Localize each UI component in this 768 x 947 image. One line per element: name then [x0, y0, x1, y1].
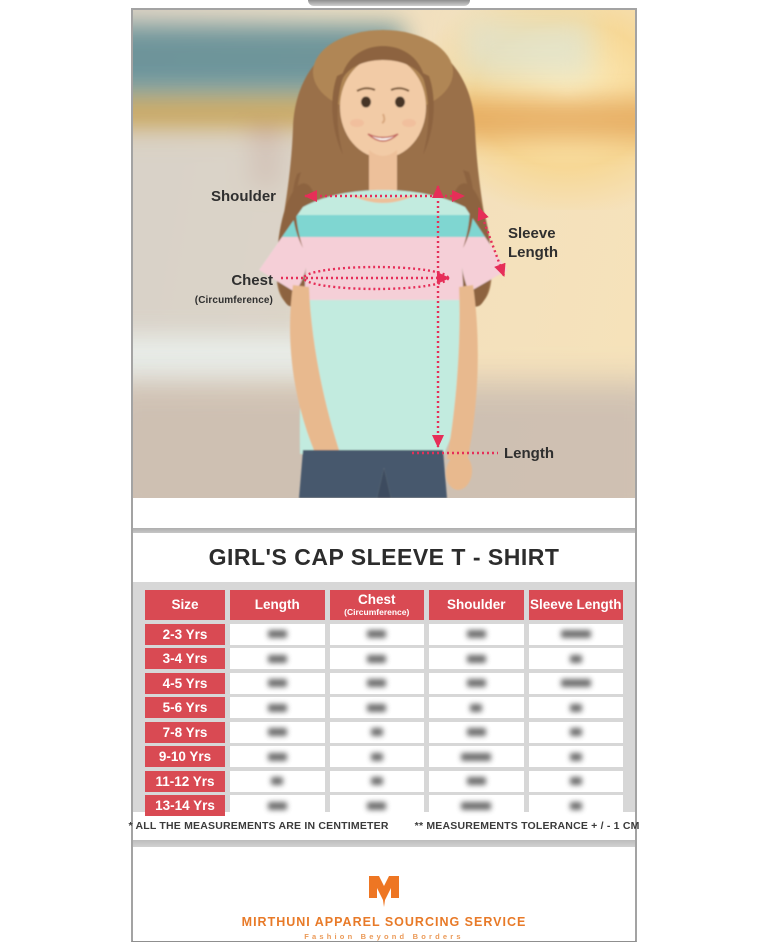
- column-header-shoulder: Shoulder: [429, 590, 524, 620]
- blurred-value: [570, 655, 582, 663]
- top-notch-bar: [308, 0, 470, 6]
- measurement-cell-blurred: [529, 722, 624, 743]
- size-cell: 11-12 Yrs: [145, 771, 225, 792]
- size-cell: 9-10 Yrs: [145, 746, 225, 767]
- measurement-cell-blurred: [429, 795, 524, 816]
- blurred-value: [570, 728, 582, 736]
- measurement-cell-blurred: [230, 795, 325, 816]
- size-cell: 2-3 Yrs: [145, 624, 225, 645]
- blurred-value: [467, 679, 486, 687]
- blurred-value: [268, 679, 287, 687]
- measurement-cell-blurred: [429, 746, 524, 767]
- blurred-value: [467, 630, 486, 638]
- measurement-cell-blurred: [429, 722, 524, 743]
- measurement-cell-blurred: [330, 648, 425, 669]
- blurred-value: [268, 802, 287, 810]
- measurement-cell-blurred: [529, 648, 624, 669]
- measurement-annotations: [133, 10, 635, 498]
- chest-label: [173, 271, 273, 310]
- measurement-cell-blurred: [330, 697, 425, 718]
- measurement-cell-blurred: [230, 648, 325, 669]
- brand-name: MIRTHUNI APPAREL SOURCING SERVICE: [241, 915, 527, 929]
- divider-bottom: [133, 840, 635, 847]
- measurement-cell-blurred: [330, 746, 425, 767]
- blurred-value: [371, 753, 383, 761]
- spacer: [133, 498, 635, 528]
- measurement-cell-blurred: [330, 624, 425, 645]
- chest-label-main: Chest: [231, 272, 273, 289]
- sleeve-measure-line: [479, 208, 504, 276]
- blurred-value: [271, 777, 283, 785]
- measurement-cell-blurred: [429, 648, 524, 669]
- size-cell: 13-14 Yrs: [145, 795, 225, 816]
- blurred-value: [467, 728, 486, 736]
- blurred-value: [570, 704, 582, 712]
- measurement-cell-blurred: [529, 771, 624, 792]
- chest-label-sub: (Circumference): [194, 295, 273, 306]
- measurement-cell-blurred: [230, 624, 325, 645]
- m-monogram-icon: [369, 876, 399, 908]
- measurement-cell-blurred: [529, 624, 624, 645]
- measurement-cell-blurred: [230, 697, 325, 718]
- size-cell: 3-4 Yrs: [145, 648, 225, 669]
- measurement-cell-blurred: [230, 771, 325, 792]
- brand-section: [133, 847, 635, 941]
- measurement-cell-blurred: [529, 697, 624, 718]
- size-table: [145, 590, 623, 816]
- column-header-length: Length: [230, 590, 325, 620]
- blurred-value: [461, 802, 491, 810]
- blurred-value: [470, 704, 482, 712]
- column-header-size: Size: [145, 590, 225, 620]
- column-header-sleeve-length: Sleeve Length: [529, 590, 624, 620]
- size-cell: 5-6 Yrs: [145, 697, 225, 718]
- blurred-value: [467, 777, 486, 785]
- blurred-value: [268, 728, 287, 736]
- footnotes: [128, 812, 640, 840]
- model-photo: [133, 10, 635, 498]
- blurred-value: [268, 655, 287, 663]
- blurred-value: [367, 630, 386, 638]
- blurred-value: [561, 630, 591, 638]
- title-band: [133, 533, 635, 582]
- measurement-cell-blurred: [429, 697, 524, 718]
- blurred-value: [570, 777, 582, 785]
- measurement-cell-blurred: [529, 673, 624, 694]
- blurred-value: [461, 753, 491, 761]
- sleeve-length-label: [508, 224, 558, 262]
- blurred-value: [467, 655, 486, 663]
- brand-tagline: Fashion Beyond Borders: [304, 932, 464, 941]
- measurement-cell-blurred: [529, 795, 624, 816]
- blurred-value: [268, 630, 287, 638]
- size-cell: 7-8 Yrs: [145, 722, 225, 743]
- length-label: Length: [504, 445, 554, 462]
- measurements-note: * ALL THE MEASUREMENTS ARE IN CENTIMETER: [128, 820, 389, 832]
- measurement-cell-blurred: [330, 673, 425, 694]
- size-cell: 4-5 Yrs: [145, 673, 225, 694]
- size-chart-poster: [128, 8, 640, 942]
- sleeve-label-line1: Sleeve: [508, 225, 556, 242]
- shoulder-label: Shoulder: [211, 188, 277, 205]
- page-title: GIRL'S CAP SLEEVE T - SHIRT: [208, 544, 560, 570]
- blurred-value: [367, 679, 386, 687]
- measurement-cell-blurred: [429, 771, 524, 792]
- measurement-cell-blurred: [529, 746, 624, 767]
- blurred-value: [268, 753, 287, 761]
- measurement-cell-blurred: [230, 746, 325, 767]
- measurement-cell-blurred: [230, 722, 325, 743]
- sleeve-label-line2: Length: [508, 244, 558, 261]
- blurred-value: [367, 655, 386, 663]
- measurement-cell-blurred: [429, 673, 524, 694]
- measurement-cell-blurred: [230, 673, 325, 694]
- blurred-value: [367, 704, 386, 712]
- measurement-cell-blurred: [330, 771, 425, 792]
- table-section: [133, 582, 635, 812]
- blurred-value: [371, 728, 383, 736]
- tolerance-note: ** MEASUREMENTS TOLERANCE + / - 1 CM: [414, 820, 640, 832]
- measurement-cell-blurred: [429, 624, 524, 645]
- blurred-value: [570, 802, 582, 810]
- blurred-value: [367, 802, 386, 810]
- measurement-cell-blurred: [330, 722, 425, 743]
- blurred-value: [561, 679, 591, 687]
- blurred-value: [371, 777, 383, 785]
- column-header-chest: Chest (Circumference): [330, 590, 425, 620]
- measurement-cell-blurred: [330, 795, 425, 816]
- blurred-value: [268, 704, 287, 712]
- blurred-value: [570, 753, 582, 761]
